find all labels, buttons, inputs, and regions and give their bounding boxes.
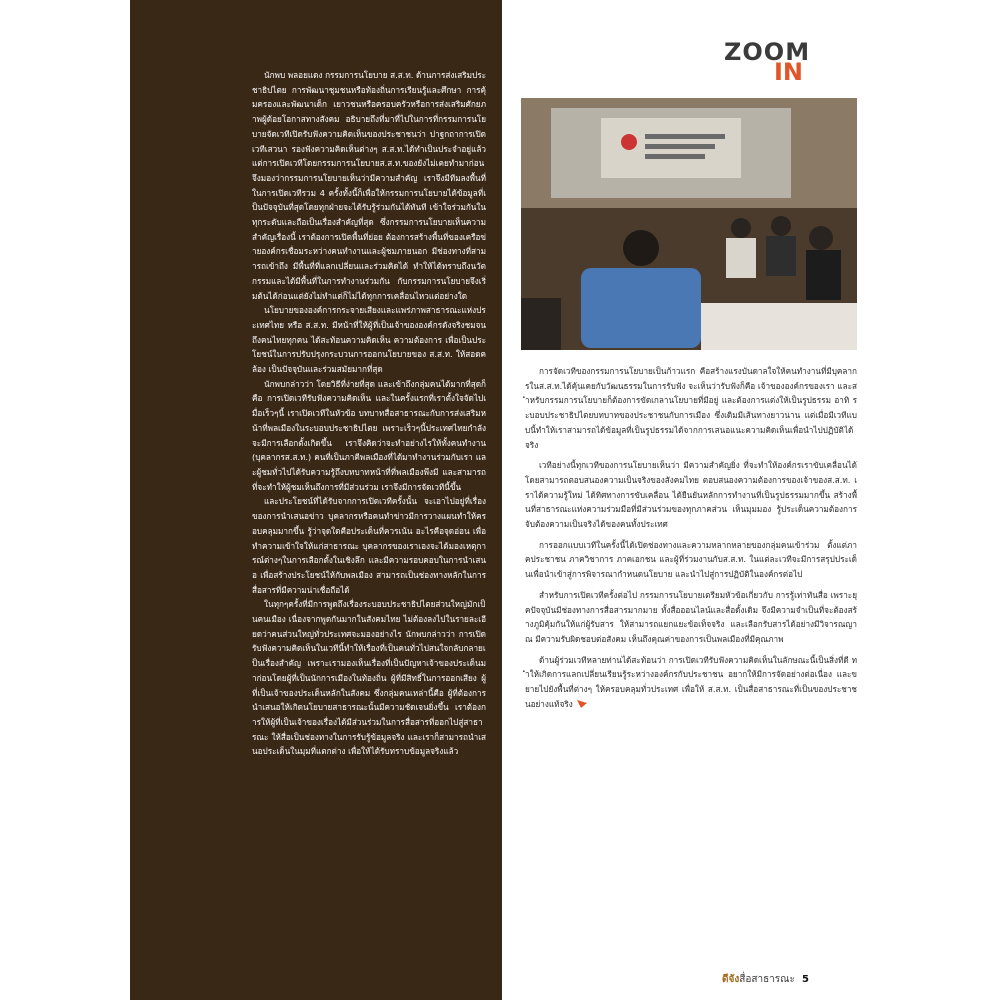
right-paragraph-3: การออกแบบเวทีในครั้งนี้ได้เปิดช่องทางและความหลากหลายของกลุ่มคนเข้าร่วม ตั้งแต่ภาคประชาชน ภาควิชาการ ภาคเอกชน และผู้ที่ร่วมงานกับส.ส.ท. ในแต่ละเวทีจะมีการสรุปประเด็นเพื่อนำเข้าสู่การพิจารณากำหนดนโยบาย และนำไปสู่การปฏิบัติในองค์กรต่อไป	[525, 539, 857, 580]
right-paragraph-5	[525, 653, 857, 712]
right-paragraph-5-text: ด้านผู้ร่วมเวทีหลายท่านได้สะท้อนว่า การเปิดเวทีรับฟังความคิดเห็นในลักษณะนี้เป็นสิ่งที่ดี ทำให้เกิดการแลกเปลี่ยนเรียนรู้ระหว่างองค์กรกับประชาชน อยากให้มีการจัดอย่างต่อเนื่อง และขยายไปยังพื้นที่ต่างๆ ให้ครอบคลุมทั่วประเทศ เพื่อให้ ส.ส.ท. เป็นสื่อสาธารณะที่เป็นของประชาชนอย่างแท้จริง	[525, 654, 857, 709]
article-end-mark-icon	[577, 700, 587, 708]
left-paragraph-1: นักพบ พลอยแดง กรรมการนโยบาย ส.ส.ท. ด้านการส่งเสริมประชาธิปไตย การพัฒนาชุมชนหรือท้องถิ่นการเรียนรู้และศึกษา การคุ้มครองและพัฒนาเด็ก เยาวชนหรือครอบครัวหรือการส่งเสริมศักยภาพผู้ด้อยโอกาสทางสังคม อธิบายถึงที่มาที่ไปในการที่กรรมการนโยบายจัดเวทีเปิดรับฟังความคิดเห็นของประชาชนว่า ปาฐกถาการเปิดเวทีเสวนา รองฟังความคิดเห็นต่างๆ ส.ส.ท.ได้ทำเป็นประจำอยู่แล้ว แต่การเปิดเวทีโดยกรรมการนโยบายส.ส.ท.ของยังไม่เคยทำมาก่อน จึงมองว่ากรรมการนโยบายเห็นว่ามีความสำคัญ เราจึงมีทีมลงพื้นที่ในการเปิดเวทีรวม 4 ครั้งทั้งนี้ก็เพื่อให้กรรมการนโยบายได้ข้อมูลที่เป็นปัจจุบันที่สุดโดยทุกฝ่ายจะได้รับรู้ร่วมกันได้ทันที เข้าใจร่วมกันในทุกระดับและถือเป็นเรื่องสำคัญที่สุด ซึ่งกรรมการนโยบายเห็นความสำคัญเรื่องนี้ เราต้องการเปิดพื้นที่ย่อย ต้องการสร้างพื้นที่ของเครือข่ายองค์กรเชื่อมระหว่างคนทำงานและผู้ชมภายนอก มีช่องทางที่สามารถเข้าถึง มีพื้นที่ที่แลกเปลี่ยนและร่วมคิดได้ ทำให้ได้ทราบถึงนวัตกรรมและได้มีพื้นที่ในการทำงานร่วมกัน กับกรรมการนโยบายจึงเริ่มต้นได้ก่อนแต่ยังไม่ทำแต่ก็ไม่ได้ทุกการเคลื่อนไหวแต่อย่างใด	[252, 70, 487, 301]
left-paragraph-2: นโยบายขององค์การกระจายเสียงและแพร่ภาพสาธารณะแห่งประเทศไทย หรือ ส.ส.ท. มีหน้าที่ให้ผู้ที่เป็นเจ้าขององค์กรดังจริงชมจนถึงคนไทยทุกคน ได้สะท้อนความคิดเห็น ความต้องการ เพื่อเป็นประโยชน์ในการปรับปรุงกระบวนการออกนโยบายของ ส.ส.ท. ให้สอดคล้อง เป็นปัจจุบันและร่วมสมัยมากที่สุด	[252, 305, 486, 375]
logo-in-text: IN	[774, 58, 804, 86]
meeting-photo	[521, 98, 857, 350]
left-paragraph-5: ในทุกๆครั้งที่มีการพูดถึงเรื่องระบอบประชาธิปไตยส่วนใหญ่มักเป็นคนเมือง เนื่องจากพูดกันมากในสังคมไทย ไม่ต้องลงไปในรายละเอียดว่าคนส่วนใหญ่ทั่วประเทศจะมองอย่างไร นักพบกล่าวว่า การเปิดรับฟังความคิดเห็นในเวทีนี้ทำให้เรื่องที่เป็นคนทั่วไปสนใจกลับกลายเป็นเรื่องสำคัญ เพราะเรามองเห็นเรื่องที่เป็นปัญหาเจ้าของประเด็นมาก่อนโดยผู้ที่เป็นนักการเมืองในท้องถิ่น ผู้ที่มีสิทธิ์ในการออกเสียง ผู้ที่เป็นเจ้าของประเด็นหลักในสังคม ซึ่งกลุ่มคนเหล่านี้คือ ผู้ที่ต้องการนำเสนอให้เกิดนโยบายสาธารณะนั้นมีความชัดเจนยิ่งขึ้น เราต้องการให้ผู้ที่เป็นเจ้าของเรื่องได้มีส่วนร่วมในการสื่อสารที่ออกไปสู่สาธารณะ ให้สื่อเป็นช่องทางในการรับรู้ข้อมูลจริง และเราก็สามารถนำเสนอประเด็นในมุมที่แตกต่าง เพื่อให้ได้รับทราบข้อมูลจริงแล้ว	[252, 599, 486, 757]
left-paragraph-4: และประโยชน์ที่ได้รับจากการเปิดเวทีครั้งนั้น จะเอาไปอยู่ที่เรื่องของการนำเสนอข่าว บุคลากรหรือคนทำข่าวมีการวางแผนทำให้ครอบคลุมมากขึ้น รู้ว่าจุดใดคือประเด็นที่ควรเน้น อะไรคือจุดอ่อน เพื่อทำความเข้าใจให้แก่สาธารณะ บุคลากรของเราเองจะได้มองเหตุการณ์ต่างๆในการเลือกตั้งในเชิงลึก และมีความรอบคอบในการนำเสนอ เพื่อสร้างประโยชน์ให้กับพลเมือง สามารถเป็นช่องทางหลักในการสื่อสารที่มีความน่าเชื่อถือได้	[252, 496, 486, 595]
right-article-column	[525, 364, 857, 717]
left-paragraph-3: นักพบกล่าวว่า โดยวิธีที่ง่ายที่สุด และเข้าถึงกลุ่มคนได้มากที่สุดก็คือ การเปิดเวทีรับฟังความคิดเห็น และในครั้งแรกที่เราตั้งใจจัดไปเมื่อเร็วๆนี้ เราเปิดเวทีในหัวข้อ บทบาทสื่อสาธารณะกับการส่งเสริมหน้าที่พลเมืองในระบอบประชาธิปไตย เพราะเร็วๆนี้ประเทศไทยกำลังจะมีการเลือกตั้งเกิดขึ้น เราจึงคิดว่าจะทำอย่างไรให้ทั้งคนทำงาน (บุคลากรส.ส.ท.) คนที่เป็นภาคีพลเมืองที่ได้มาทำงานร่วมกับเรา และผู้ชมทั่วไปได้รับความรู้ถึงบทบาทหน้าที่ที่พลเมืองพึงมี และสามารถที่จะทำให้ผู้ชมเห็นถึงการที่มีส่วนร่วม เราจึงมีการจัดเวทีนี้ขึ้น	[252, 378, 486, 492]
page-number: 5	[802, 974, 809, 985]
right-paragraph-4: สำหรับการเปิดเวทีครั้งต่อไป กรรมการนโยบายเตรียมหัวข้อเกี่ยวกับ การรู้เท่าทันสื่อ เพราะยุคปัจจุบันมีช่องทางการสื่อสารมากมาย ทั้งสื่อออนไลน์และสื่อดั้งเดิม จึงมีความจำเป็นที่จะต้องสร้างภูมิคุ้มกันให้แก่ผู้รับสาร ให้สามารถแยกแยะข้อเท็จจริง และเลือกรับสารได้อย่างมีวิจารณญาณ มีความรับผิดชอบต่อสังคม เห็นถึงคุณค่าของการเป็นพลเมืองที่มีคุณภาพ	[525, 589, 857, 644]
meeting-photo-illustration	[521, 98, 857, 350]
logo-zoom-text: ZOOM	[724, 38, 811, 66]
page-footer	[722, 972, 852, 990]
footer-label: สื่อสาธารณะ	[739, 974, 795, 985]
right-paragraph-1: การจัดเวทีของกรรมการนโยบายเป็นก้าวแรก คือสร้างแรงบันดาลใจให้คนทำงานที่มีบุคลากรในส.ส.ท.ได้คุ้นเคยกับวัฒนธรรมในการรับฟัง จะเห็นว่ารับฟังก็คือ เจ้าขององค์กรของเรา และสำหรับกรรมการนโยบายก็ต้องการขัดเกลานโยบายที่มีอยู่ และต้องการแต่งให้เป็นรูปธรรม อาทิ ระบอบประชาธิปไตยบทบาทของประชาชนกับการเมือง ซึ่งเดิมมีเส้นทางยาวนาน แต่เมื่อมีเวทีแบบนี้ทำให้เราสามารถได้ข้อมูลที่เป็นรูปธรรมได้จากการเสนอแนะความคิดเห็นเพื่อนำไปปฏิบัติได้จริง	[525, 366, 857, 450]
zoom-in-logo	[724, 38, 824, 86]
footer-brand: ดีจัง	[722, 974, 740, 985]
left-article-column	[252, 68, 486, 759]
right-paragraph-2: เวทีอย่างนี้ทุกเวทีของการนโยบายเห็นว่า มีความสำคัญยิ่ง ที่จะทำให้องค์กรเราขับเคลื่อนได้โดยสามารถตอบสนองความเป็นจริงของสังคมไทย ตอบสนองความต้องการของเจ้าของส.ส.ท. เราได้ความรู้ใหม่ ได้ทิศทางการขับเคลื่อน ได้ยืนยันหลักการทำงานที่เป็นรูปธรรมมากขึ้น สร้างพื้นที่สาธารณะแห่งความร่วมมือที่มีส่วนร่วมของทุกภาคส่วน เห็นมุมมอง รู้ประเด็นความต้องการ จับต้องความเป็นจริงได้ของคนทั้งประเทศ	[525, 460, 857, 530]
